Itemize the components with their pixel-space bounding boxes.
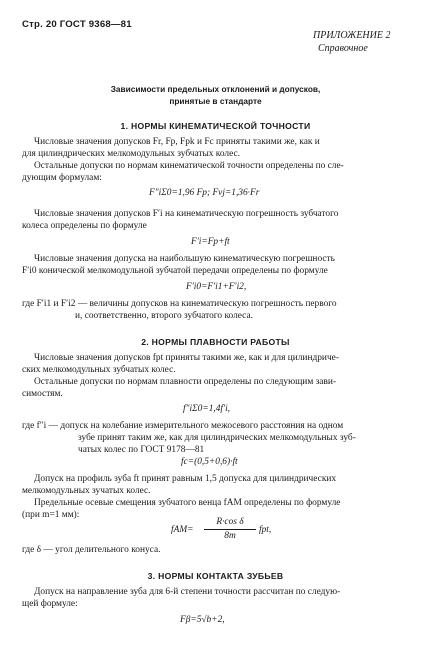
s2-p5-line2: (при m=1 мм): bbox=[22, 510, 80, 520]
s2-p4-line1: Допуск на профиль зуба ft принят равным 1,5 допуска для цилиндрических bbox=[34, 474, 337, 484]
s2-p1-line1: Числовые значения допусков fpt приняты такими же, как и для цилиндриче- bbox=[34, 353, 339, 363]
fraction-bar bbox=[204, 529, 256, 530]
s2-formula1: f″iΣ0=1,4f′i, bbox=[183, 404, 231, 414]
s1-p1-line2: для цилиндрических мелкомодульных зубчатых колес. bbox=[22, 149, 241, 159]
s2-formula3-right: fpt, bbox=[259, 525, 272, 535]
s1-p3-line2: колеса определены по формуле bbox=[22, 221, 147, 231]
s3-formula1: Fβ=5√b+2, bbox=[180, 615, 225, 625]
document-title-line1: Зависимости предельных отклонений и допусков, bbox=[110, 84, 321, 94]
s2-p3-line2: зубе принят таким же, как для цилиндрических мелкомодульных зуб- bbox=[78, 433, 356, 443]
s1-p3-line1: Числовые значения допусков F′i на кинематическую погрешность зубчатого bbox=[34, 209, 339, 219]
document-title-line2: принятые в стандарте bbox=[169, 96, 262, 106]
s1-p5-line1: где F′i1 и F′i2 — величины допусков на кинематическую погрешность первого bbox=[22, 299, 337, 309]
appendix-type: Справочное bbox=[318, 43, 368, 54]
section2-heading: 2. НОРМЫ ПЛАВНОСТИ РАБОТЫ bbox=[141, 337, 290, 347]
s3-p1-line1: Допуск на направление зуба для 6-й степени точности рассчитан по следую- bbox=[34, 587, 341, 597]
appendix-label: ПРИЛОЖЕНИЕ 2 bbox=[313, 30, 391, 41]
page-header: Стр. 20 ГОСТ 9368—81 bbox=[22, 19, 132, 30]
s1-formula1: F″iΣ0=1,96 Fp; Fvj=1,36·Fr bbox=[149, 188, 260, 198]
s1-p5-line2: и, соответственно, второго зубчатого колеса. bbox=[75, 311, 253, 321]
s2-formula2: fc=(0,5+0,6)·ft bbox=[181, 457, 238, 467]
s1-p4-line2: F′i0 конической мелкомодульной зубчатой передачи определены по формуле bbox=[22, 266, 328, 276]
s3-p1-line2: щей формуле: bbox=[22, 599, 78, 609]
s2-formula3-numerator: R·cos δ bbox=[216, 517, 244, 527]
s2-p6: где δ — угол делительного конуса. bbox=[22, 545, 161, 555]
s1-p2-line2: дующим формулам: bbox=[22, 173, 102, 183]
s1-formula3: F′i0=F′i1+F′i2, bbox=[186, 282, 247, 292]
s2-p3-line1: где f″i — допуск на колебание измерительного межосевого расстояния на одном bbox=[22, 421, 344, 431]
section1-heading: 1. НОРМЫ КИНЕМАТИЧЕСКОЙ ТОЧНОСТИ bbox=[120, 121, 311, 131]
s2-p1-line2: ских мелкомодульных зубчатых колес. bbox=[22, 365, 176, 375]
s2-p5-line1: Предельные осевые смещения зубчатого венца fAM определены по формуле bbox=[34, 498, 341, 508]
s1-p1-line1: Числовые значения допусков Fr, Fp, Fpk и Fc приняты такими же, как и bbox=[34, 137, 320, 147]
s2-p2-line2: симостям. bbox=[22, 389, 63, 399]
s2-formula3-denominator: 8m bbox=[224, 531, 236, 541]
s2-p4-line2: мелкомодульных зучатых колес. bbox=[22, 486, 151, 496]
s2-formula3-left: fAM= bbox=[171, 525, 194, 535]
s1-formula2: F′i=Fp+ft bbox=[191, 237, 230, 247]
s1-p4-line1: Числовые значения допуска на наибольшую кинематическую погрешность bbox=[34, 254, 335, 264]
section3-heading: 3. НОРМЫ КОНТАКТА ЗУБЬЕВ bbox=[147, 571, 284, 581]
s1-p2-line1: Остальные допуски по нормам кинематической точности определены по сле- bbox=[34, 161, 344, 171]
s2-p2-line1: Остальные допуски по нормам плавности определены по следующим зави- bbox=[34, 377, 337, 387]
s2-p3-line3: чатых колес по ГОСТ 9178—81 bbox=[78, 445, 205, 455]
